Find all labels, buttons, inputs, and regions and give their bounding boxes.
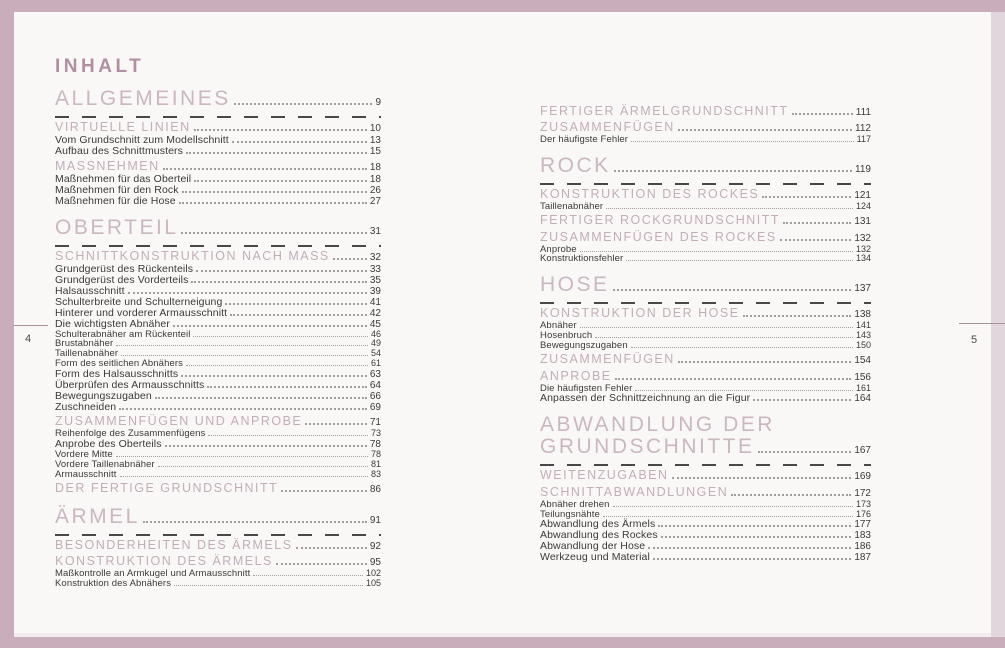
toc-subheader-label: KONSTRUKTION DES ÄRMELS (55, 554, 273, 569)
toc-chapter-label: OBERTEIL (55, 215, 179, 239)
toc-subheader-label: SCHNITTKONSTRUKTION NACH MASS (55, 248, 330, 263)
toc-subheader (55, 482, 381, 496)
toc-item-label: Halsausschnitt (55, 284, 125, 297)
toc-subheader-label: BESONDERHEITEN DES ÄRMELS (55, 537, 293, 552)
toc-item (540, 552, 871, 563)
dotted-leader (631, 347, 853, 348)
toc-subitem-label: Abnäher drehen (540, 498, 610, 510)
toc-subheader-label: WEITENZUGABEN (540, 468, 669, 483)
toc-item-label: Schulterbreite und Schulterneigung (55, 295, 223, 308)
page-ref: 33 (369, 263, 381, 275)
dotted-leader (281, 490, 367, 492)
dotted-leader (595, 337, 853, 338)
page-ref: 112 (855, 123, 871, 134)
toc-item-label: Anprobe des Oberteils (55, 437, 162, 450)
page-ref: 183 (854, 530, 871, 542)
toc-item-label: Abwandlung des Rockes (540, 529, 658, 542)
page-ref: 143 (855, 329, 871, 340)
page-ref: 137 (854, 283, 871, 295)
contents-title: INHALT (55, 56, 145, 77)
dotted-leader (165, 445, 367, 447)
page-ref: 134 (855, 253, 871, 264)
toc-item (55, 174, 381, 185)
page-ref: 86 (369, 483, 381, 495)
dotted-leader (661, 536, 852, 538)
toc-subheader (55, 415, 381, 429)
dotted-leader (234, 103, 373, 105)
toc-item-label: Die wichtigsten Abnäher (55, 317, 170, 330)
toc-subitem-label: Brustabnäher (55, 338, 114, 350)
page-ref: 187 (854, 552, 871, 564)
page-ref: 45 (369, 318, 381, 330)
page-ref: 32 (369, 251, 381, 263)
page-ref: 69 (369, 401, 381, 413)
toc-subheader-label: KONSTRUKTION DER HOSE (540, 306, 740, 321)
page-ref: 131 (854, 216, 871, 228)
toc-item (55, 308, 381, 319)
dotted-leader (155, 397, 367, 399)
dotted-leader (653, 558, 851, 560)
toc-subitem-label: Hosenbruch (540, 329, 593, 341)
dotted-leader (678, 361, 852, 363)
page-ref: 111 (855, 106, 871, 118)
dotted-leader (678, 129, 852, 131)
toc-subitem (540, 341, 871, 351)
page-ref: 161 (855, 382, 871, 393)
page-ref: 164 (854, 393, 871, 405)
page-ref: 132 (854, 232, 871, 244)
toc-subitem-label: Konstruktion des Abnähers (55, 578, 172, 590)
toc-subitem-label: Teilungsnähte (540, 508, 600, 520)
dotted-leader (194, 129, 367, 131)
toc-subheader-label: ZUSAMMENFÜGEN (540, 120, 675, 134)
toc-subitem-label: Die häufigsten Fehler (540, 382, 633, 394)
toc-subheader-label: ANPROBE (540, 368, 612, 383)
dotted-leader (174, 585, 363, 586)
toc-item-label: Anpassen der Schnittzeichnung an die Figur (540, 392, 751, 405)
toc-entries-right (540, 105, 871, 564)
toc-item-label: Zuschneiden (55, 400, 117, 413)
dotted-leader (121, 355, 368, 356)
page-ref: 61 (370, 357, 381, 368)
toc-item (55, 196, 381, 207)
right-margin-rule (959, 323, 1005, 324)
toc-subitem (540, 254, 871, 264)
page-ref: 150 (855, 339, 871, 350)
toc-subheader (55, 121, 381, 135)
page-ref: 31 (369, 225, 381, 237)
toc-subheader-label: ZUSAMMENFÜGEN DES ROCKES (540, 229, 777, 244)
toc-subitem (540, 135, 871, 145)
toc-subheader (55, 250, 381, 264)
dotted-leader (181, 232, 366, 234)
page-ref: 9 (375, 97, 381, 108)
page-ref: 15 (369, 146, 381, 157)
page-ref: 105 (365, 578, 381, 589)
toc-chapter-label: ÄRMEL (55, 504, 140, 528)
dotted-leader (191, 281, 366, 283)
toc-item-label: Bewegungszugaben (55, 389, 152, 402)
toc-chapter-label: HOSE (540, 273, 610, 297)
right-page-number: 5 (970, 334, 978, 346)
dotted-leader (116, 345, 368, 346)
dotted-leader (158, 466, 368, 467)
dotted-leader (179, 202, 367, 204)
dotted-leader (163, 168, 367, 170)
page-ref: 39 (369, 285, 381, 297)
page-ref: 10 (369, 123, 381, 134)
toc-item (55, 402, 381, 413)
page-ref: 141 (855, 320, 871, 331)
dotted-leader (276, 563, 367, 565)
toc-subitem-label: Form des seitlichen Abnähers (55, 357, 183, 369)
page-ref: 46 (370, 328, 381, 339)
toc-item-label: Vom Grundschnitt zum Modellschnitt (55, 134, 229, 146)
dotted-leader (196, 270, 367, 272)
page-ref: 132 (855, 243, 871, 254)
page-ref: 49 (370, 338, 381, 349)
toc-chapter (55, 506, 381, 532)
page-ref: 169 (854, 471, 871, 483)
toc-item (55, 286, 381, 297)
dotted-leader (648, 547, 851, 549)
dotted-leader (253, 575, 363, 576)
toc-column-right (540, 102, 871, 563)
page-ref: 83 (370, 468, 381, 479)
dotted-leader (143, 521, 367, 523)
toc-subitem-label: Taillenabnäher (55, 348, 119, 360)
toc-item (540, 393, 871, 404)
dotted-leader (207, 386, 366, 388)
toc-subitem (55, 470, 381, 480)
page-edge-strip (991, 12, 1005, 637)
chapter-dash-rule (540, 464, 871, 466)
toc-subitem-label: Maßkontrolle an Armkugel und Armausschnitt (55, 568, 251, 580)
toc-subheader-label: FERTIGER ROCKGRUNDSCHNITT (540, 213, 781, 228)
page-ref: 119 (855, 163, 871, 175)
dotted-leader (296, 547, 367, 549)
toc-subitem-label: Abnäher (540, 320, 577, 332)
toc-item (55, 319, 381, 330)
dotted-leader (631, 141, 854, 142)
page-ref: 177 (854, 519, 871, 531)
page-ref: 124 (855, 200, 871, 211)
toc-item-label: Aufbau des Schnittmusters (55, 145, 183, 157)
toc-subitem-label: Der häufigste Fehler (540, 134, 629, 145)
page-ref: 73 (370, 428, 381, 439)
dotted-leader (613, 506, 853, 507)
dotted-leader (173, 325, 367, 327)
toc-item-label: Grundgerüst des Vorderteils (55, 273, 189, 286)
toc-subitem-label: Konstruktionsfehler (540, 253, 624, 265)
left-page-number: 4 (24, 333, 32, 345)
toc-subheader (540, 486, 871, 500)
dotted-leader (783, 222, 851, 224)
dotted-leader (119, 408, 367, 410)
toc-subitem-label: Vordere Taillenabnäher (55, 458, 155, 470)
page-ref: 18 (369, 161, 381, 173)
toc-subitem-label: Vordere Mitte (55, 448, 113, 460)
toc-subitem-label: Armausschnitt (55, 468, 117, 480)
toc-chapter (540, 436, 871, 462)
toc-subheader (540, 121, 871, 135)
page-ref: 91 (369, 514, 381, 526)
page-ref: 35 (369, 274, 381, 286)
toc-subheader-label: ZUSAMMENFÜGEN UND ANPROBE (55, 414, 303, 429)
toc-item (55, 185, 381, 196)
toc-item (55, 297, 381, 308)
page-ref: 66 (369, 390, 381, 402)
toc-subheader (540, 105, 871, 119)
toc-subheader (540, 214, 871, 228)
toc-subheader (55, 555, 381, 569)
page-ref: 173 (855, 498, 871, 509)
dotted-leader (186, 365, 368, 366)
toc-subitem-label: Anprobe (540, 243, 577, 255)
page-ref: 138 (854, 309, 871, 321)
left-margin-rule (14, 325, 48, 326)
chapter-dash-rule (55, 245, 381, 247)
toc-subheader (540, 469, 871, 483)
toc-subheader-label: KONSTRUKTION DES ROCKES (540, 186, 760, 201)
dotted-leader (225, 303, 366, 305)
toc-item-label: Überprüfen des Armausschnitts (55, 378, 205, 391)
toc-chapter (55, 88, 381, 114)
dotted-leader (743, 315, 852, 317)
toc-chapter (55, 217, 381, 243)
page-ref: 63 (369, 368, 381, 380)
page-ref: 167 (854, 445, 871, 457)
toc-item-label: Abwandlung der Hose (540, 540, 646, 553)
page-ref: 176 (855, 508, 871, 519)
page-ref: 186 (854, 541, 871, 553)
toc-chapter (540, 274, 871, 300)
toc-subitem-label: Schulterabnäher am Rückenteil (55, 328, 191, 340)
toc-subheader (540, 231, 871, 245)
page-ref: 78 (369, 438, 381, 450)
toc-subheader (540, 188, 871, 202)
page-ref: 78 (370, 448, 381, 459)
page-ref: 92 (369, 540, 381, 552)
toc-subheader (540, 353, 871, 367)
dotted-leader (603, 516, 853, 517)
toc-item-label: Form des Halsausschnitts (55, 367, 179, 380)
dotted-leader (333, 258, 367, 260)
dotted-leader (193, 336, 368, 337)
page-ref: 18 (369, 173, 381, 185)
toc-item (55, 264, 381, 275)
toc-subitem-label: Reihenfolge des Zusammenfügens (55, 428, 206, 440)
toc-item-label: Grundgerüst des Rückenteils (55, 262, 194, 275)
page-ref: 95 (369, 557, 381, 569)
dotted-leader (580, 327, 853, 328)
dotted-leader (780, 239, 852, 241)
dotted-leader (182, 191, 367, 193)
page-ref: 81 (370, 458, 381, 469)
toc-entries-left (55, 88, 381, 589)
dotted-leader (186, 152, 367, 154)
toc-subitem-label: Bewegungszugaben (540, 339, 628, 351)
page-ref: 71 (369, 417, 381, 429)
toc-subheader-label: SCHNITTABWANDLUNGEN (540, 484, 729, 499)
chapter-dash-rule (55, 116, 381, 118)
toc-chapter-line: ABWANDLUNG DER (540, 413, 775, 437)
toc-item-label: Abwandlung des Ärmels (540, 518, 656, 531)
page-ref: 172 (854, 487, 871, 499)
dotted-leader (305, 423, 367, 425)
dotted-leader (580, 251, 853, 252)
dotted-leader (762, 196, 851, 198)
chapter-dash-rule (540, 302, 871, 304)
page-bottom-edge (14, 633, 991, 637)
dotted-leader (606, 208, 853, 209)
page-ref: 27 (369, 195, 381, 207)
chapter-dash-rule (540, 183, 871, 185)
toc-subitem-label: Taillenabnäher (540, 200, 604, 212)
dotted-leader (230, 314, 367, 316)
toc-subitem (55, 579, 381, 589)
toc-subheader-label: DER FERTIGE GRUNDSCHNITT (55, 480, 279, 495)
page-ref: 42 (369, 307, 381, 319)
toc-item-label: Werkzeug und Material (540, 551, 650, 564)
page-ref: 117 (856, 134, 871, 144)
dotted-leader (232, 141, 367, 143)
page-ref: 102 (365, 568, 381, 579)
page-ref: 154 (854, 355, 871, 367)
toc-item (55, 146, 381, 157)
toc-subheader-label: MASSNEHMEN (55, 158, 160, 173)
page-ref: 41 (369, 296, 381, 308)
toc-subheader-label: FERTIGER ÄRMELGRUNDSCHNITT (540, 103, 789, 118)
toc-column-left (55, 56, 381, 589)
dotted-leader (658, 525, 851, 527)
toc-item (55, 275, 381, 286)
toc-chapter-label: GRUNDSCHNITTE (540, 435, 755, 459)
toc-item-label: Hinterer und vorderer Armausschnitt (55, 306, 228, 319)
page-ref: 156 (854, 371, 871, 383)
toc-item-label: Maßnehmen für den Rock (55, 183, 179, 196)
dotted-leader (635, 390, 853, 391)
dotted-leader (626, 260, 853, 261)
toc-subheader-label: ZUSAMMENFÜGEN (540, 352, 675, 367)
dotted-leader (181, 375, 367, 377)
dotted-leader (208, 435, 368, 436)
dotted-leader (194, 180, 367, 182)
toc-item-label: Maßnehmen für die Hose (55, 194, 176, 207)
dotted-leader (614, 170, 852, 172)
dotted-leader (613, 289, 852, 291)
dotted-leader (116, 456, 368, 457)
dotted-leader (758, 451, 852, 453)
toc-subheader (540, 307, 871, 321)
page-ref: 26 (369, 184, 381, 196)
page-ref: 121 (854, 189, 871, 201)
chapter-dash-rule (55, 534, 381, 536)
toc-chapter-label: ROCK (540, 153, 611, 177)
page-ref: 13 (369, 135, 381, 146)
page-ref: 64 (369, 379, 381, 391)
page-ref: 54 (370, 348, 381, 359)
toc-subheader (55, 160, 381, 174)
dotted-leader (128, 292, 367, 294)
toc-chapter-label: ALLGEMEINES (55, 87, 231, 110)
toc-item-label: Maßnehmen für das Oberteil (55, 172, 192, 185)
toc-subitem (540, 202, 871, 212)
dotted-leader (672, 477, 852, 479)
dotted-leader (753, 399, 851, 401)
dotted-leader (792, 113, 853, 115)
toc-subheader-label: VIRTUELLE LINIEN (55, 120, 191, 134)
toc-chapter (540, 155, 871, 181)
dotted-leader (731, 494, 851, 496)
toc-subheader (540, 370, 871, 384)
dotted-leader (120, 476, 368, 477)
dotted-leader (615, 378, 852, 380)
toc-subheader (55, 539, 381, 553)
